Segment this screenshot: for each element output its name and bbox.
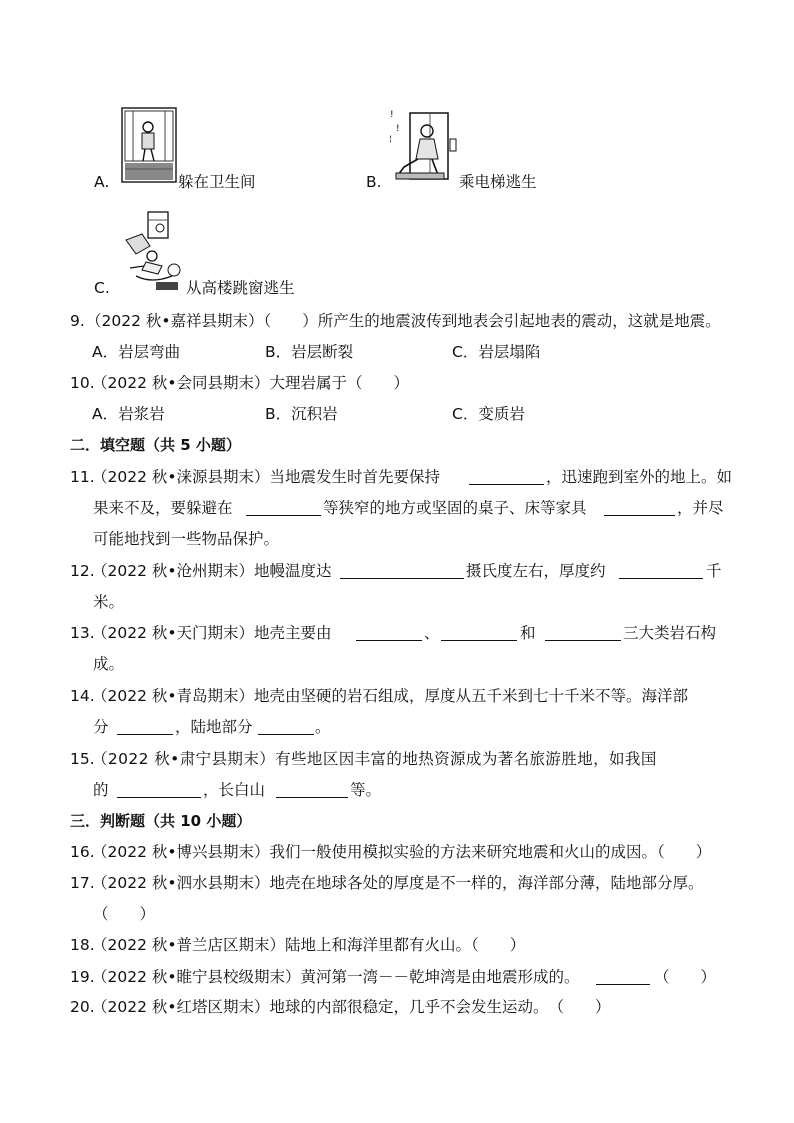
option-letter-b: B. bbox=[366, 173, 382, 191]
answer-blank[interactable] bbox=[276, 797, 348, 798]
answer-blank[interactable] bbox=[258, 734, 314, 735]
question-number: 9. bbox=[70, 312, 85, 330]
question-number: 20. bbox=[70, 998, 95, 1016]
question-text: （2022 秋•沧州期末）地幔温度达 bbox=[92, 562, 332, 580]
answer-blank[interactable] bbox=[441, 640, 517, 641]
answer-blank[interactable] bbox=[619, 578, 703, 579]
question-text: （2022 秋•天门期末）地壳主要由 bbox=[92, 624, 332, 642]
answer-blank[interactable] bbox=[469, 484, 544, 485]
question-text: （2022 秋•肃宁县期末）有些地区因丰富的地热资源成为著名旅游胜地，如我国 bbox=[92, 750, 657, 768]
question-text: （2022 秋•普兰店区期末）陆地上和海洋里都有火山。（ ） bbox=[92, 936, 526, 954]
svg-text:!: ! bbox=[390, 110, 394, 120]
question-text: 分 bbox=[93, 718, 109, 736]
choice-a: A．岩浆岩 bbox=[92, 405, 165, 423]
answer-blank[interactable] bbox=[596, 984, 650, 985]
question-text: 果来不及，要躲避在 bbox=[93, 499, 233, 517]
answer-blank[interactable] bbox=[604, 515, 675, 516]
question-text: （2022 秋•青岛期末）地壳由坚硬的岩石组成，厚度从五千米到七十千米不等。海洋部 bbox=[92, 687, 689, 705]
question-text: 摄氏度左右，厚度约 bbox=[466, 562, 606, 580]
question-number: 12. bbox=[70, 562, 95, 580]
question-text: 成。 bbox=[93, 655, 125, 673]
question-number: 17. bbox=[70, 874, 95, 892]
question-stem: （2022 秋•嘉祥县期末）（ ）所产生的地震波传到地表会引起地表的震动，这就是地震。 bbox=[86, 312, 721, 330]
question-text: 千 bbox=[706, 562, 722, 580]
answer-blank[interactable] bbox=[340, 578, 464, 579]
answer-blank[interactable] bbox=[246, 515, 321, 516]
question-number: 10. bbox=[70, 374, 95, 392]
choice-a: A．岩层弯曲 bbox=[92, 343, 181, 361]
question-text: ，长白山 bbox=[203, 781, 266, 799]
question-text: ，陆地部分 bbox=[175, 718, 253, 736]
option-letter-a: A. bbox=[94, 173, 110, 191]
question-number: 11. bbox=[70, 468, 95, 486]
question-text: 和 bbox=[520, 624, 536, 642]
question-text: 可能地找到一些物品保护。 bbox=[93, 530, 280, 548]
svg-text:¦: ¦ bbox=[389, 134, 392, 143]
answer-blank[interactable] bbox=[545, 640, 621, 641]
question-text: 三大类岩石构 bbox=[623, 624, 717, 642]
question-text: （2022 秋•博兴县期末）我们一般使用模拟实验的方法来研究地震和火山的成因。（ ） bbox=[92, 843, 712, 861]
question-text: 。 bbox=[315, 718, 331, 736]
svg-text:!: ! bbox=[396, 124, 400, 134]
bathroom-hide-icon bbox=[121, 107, 177, 183]
answer-blank[interactable] bbox=[117, 734, 173, 735]
section-heading-fill-blank: 二．填空题（共 5 小题） bbox=[70, 436, 241, 454]
option-text-c: 从高楼跳窗逃生 bbox=[186, 279, 295, 297]
question-text: 的 bbox=[93, 781, 109, 799]
question-text: （2022 秋•涞源县期末）当地震发生时首先要保持 bbox=[92, 468, 441, 486]
section-heading-true-false: 三．判断题（共 10 小题） bbox=[70, 812, 252, 830]
question-number: 15. bbox=[70, 750, 95, 768]
question-number: 13. bbox=[70, 624, 95, 642]
question-number: 16. bbox=[70, 843, 95, 861]
answer-bracket[interactable]: （ ） bbox=[654, 968, 717, 986]
option-text-a: 躲在卫生间 bbox=[178, 173, 256, 191]
choice-b: B．沉积岩 bbox=[265, 405, 338, 423]
answer-blank[interactable] bbox=[356, 640, 422, 641]
choice-c: C．岩层塌陷 bbox=[452, 343, 541, 361]
question-text: （2022 秋•红塔区期末）地球的内部很稳定，几乎不会发生运动。 （ ） bbox=[92, 998, 611, 1016]
choice-b: B．岩层断裂 bbox=[265, 343, 354, 361]
question-text: ，并尽 bbox=[677, 499, 724, 517]
choice-c: C．变质岩 bbox=[452, 405, 525, 423]
question-text: 等狭窄的地方或坚固的桌子、床等家具 bbox=[323, 499, 587, 517]
question-number: 14. bbox=[70, 687, 95, 705]
question-text: （2022 秋•睢宁县校级期末）黄河第一湾－－乾坤湾是由地震形成的。 bbox=[92, 968, 580, 986]
question-number: 19. bbox=[70, 968, 95, 986]
question-text: 等。 bbox=[350, 781, 382, 799]
question-stem: （2022 秋•会同县期末）大理岩属于（ ） bbox=[92, 374, 410, 392]
question-text: ，迅速跑到室外的地上。如 bbox=[546, 468, 733, 486]
question-number: 18. bbox=[70, 936, 95, 954]
question-text: 、 bbox=[424, 624, 440, 642]
option-text-b: 乘电梯逃生 bbox=[459, 173, 537, 191]
question-text: （2022 秋•泗水县期末）地壳在地球各处的厚度是不一样的，海洋部分薄，陆地部分厚。 bbox=[92, 874, 704, 892]
elevator-escape-icon bbox=[386, 105, 458, 183]
option-letter-c: C. bbox=[94, 279, 110, 297]
answer-bracket[interactable]: （ ） bbox=[93, 905, 156, 923]
window-jump-icon bbox=[122, 210, 184, 292]
question-text: 米。 bbox=[93, 593, 125, 611]
answer-blank[interactable] bbox=[117, 797, 201, 798]
